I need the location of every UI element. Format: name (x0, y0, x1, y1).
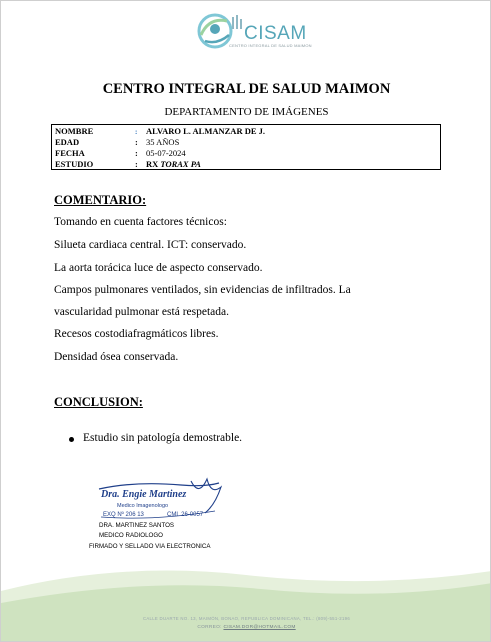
comment-line: La aorta torácica luce de aspecto conservado. (54, 262, 263, 274)
footer-address: CALLE DUARTE NO. 13, MAIMÓN, BONAO, REPUBLICA DOMINICANA, TEL.: (809)-551-2196 (142, 616, 351, 621)
stamp-doctor-name: Dra. Engie Martinez (101, 489, 187, 500)
info-separator: : (135, 159, 138, 169)
comment-line: Recesos costodiafragmáticos libres. (54, 328, 219, 340)
report-date: 05-07-2024 (146, 148, 186, 158)
comment-heading: COMENTARIO: (54, 193, 147, 207)
study-name: RX TORAX PA (146, 159, 201, 169)
signature-note: FIRMADO Y SELLADO VIA ELECTRONICA (89, 543, 211, 550)
footer-email-label: CORREO: (197, 625, 222, 630)
logo-wordmark: CISAM (244, 23, 307, 44)
logo-subtitle: CENTRO INTEGRAL DE SALUD MAIMON (229, 43, 312, 48)
department-title: DEPARTAMENTO DE IMÁGENES (164, 106, 329, 118)
comment-line: Silueta cardiaca central. ICT: conservado. (54, 239, 247, 251)
report-title: CENTRO INTEGRAL DE SALUD MAIMON (102, 81, 391, 97)
stamp-title: Medico Imagenologo (117, 503, 169, 509)
info-row-estudio (55, 159, 201, 170)
conclusion-heading: CONCLUSION: (54, 395, 143, 409)
info-row-edad (55, 137, 179, 148)
info-row-fecha (55, 148, 186, 159)
stamp-exq: EXQ Nº 206 13 (103, 512, 144, 518)
signer-name: DRA. MARTINEZ SANTOS (99, 522, 175, 529)
patient-info-box (51, 124, 441, 170)
info-label: FECHA (55, 148, 85, 158)
info-separator: : (135, 137, 138, 147)
comment-line: Densidad ósea conservada. (54, 351, 179, 363)
footer-contact (1, 625, 491, 630)
comment-line: Tomando en cuenta factores técnicos: (54, 216, 227, 228)
stamp-cmd: CML 26-0057 (167, 512, 204, 518)
info-label: ESTUDIO (55, 159, 94, 169)
info-label: EDAD (55, 137, 80, 147)
signature-stamp-icon (95, 477, 225, 523)
comment-line: Campos pulmonares ventilados, sin evidencias de infiltrados. La (54, 284, 351, 296)
footer-email-link[interactable]: CISAM.DOR@HOTMAIL.COM (223, 625, 296, 630)
info-separator: : (135, 148, 138, 158)
info-row-nombre (55, 126, 265, 137)
patient-age: 35 AÑOS (146, 137, 180, 147)
bullet-icon (69, 437, 74, 442)
info-separator: : (135, 128, 138, 136)
conclusion-item: Estudio sin patología demostrable. (83, 432, 243, 444)
info-label: NOMBRE (55, 126, 94, 136)
patient-name: ALVARO L. ALMANZAR DE J. (146, 126, 266, 136)
comment-line: vascularidad pulmonar está respetada. (54, 306, 229, 318)
signer-role: MEDICO RADIOLOGO (99, 532, 163, 539)
